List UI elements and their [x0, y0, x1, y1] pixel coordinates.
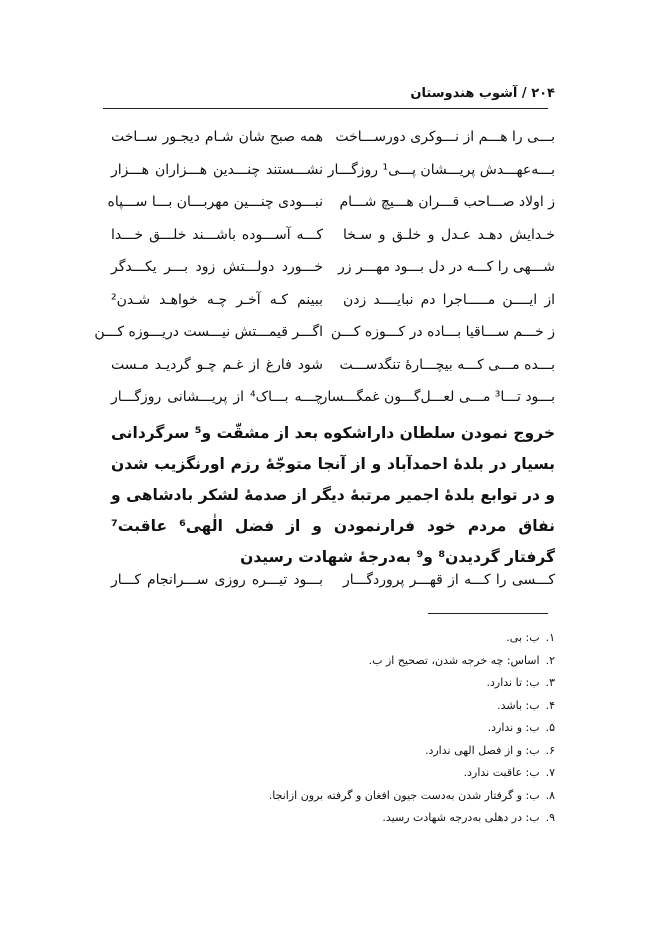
hemistich-left: نشـــستند چنـــدین هـــزاران هـــزار — [111, 161, 323, 178]
hemistich-left: اگـــر قیمـــتش نیـــست دریـــوزه کـــن — [94, 324, 323, 341]
footnote — [111, 650, 555, 673]
footnote-text: ب: و ندارد. — [487, 721, 540, 734]
footnote-number: ۳. — [545, 676, 555, 689]
footnote-text: ب: و گرفتار شدن به‌دست جیون افغان و گرفته برون ازانجا. — [268, 788, 540, 802]
couplet — [111, 219, 555, 252]
footnote-number: ۹. — [545, 811, 555, 824]
hemistich-right: ز اولاد صـــاحب قـــران هـــیچ شـــام — [339, 194, 555, 211]
hemistich-right: بـــی را هـــم از نـــوکری دورســـاخت — [335, 129, 555, 146]
footnote-text: ب: باشد. — [497, 698, 540, 712]
footnote-number: ۲. — [545, 653, 555, 667]
hemistich-left: بـــود تیـــره روزی ســـرانجام کـــار — [111, 572, 323, 588]
footnote-text: ب: و از فصل الهی ندارد. — [424, 743, 540, 757]
couplet — [111, 349, 555, 382]
footnote — [111, 785, 555, 808]
footnote-rule — [428, 613, 548, 614]
section-heading: خروج نمودن سلطان داراشکوه بعد از مشقّت و⁵ سرگردانی بسیار در بلدهٔ احمدآباد و از آنجا متوجّهٔ رزم اورنگزیب شدن و در توابع بلدهٔ اجمیر مرتبهٔ دیگر از صدمهٔ لشکر بادشاهی و نفاق مردم خود فرارنمودن و از فضل الٰهی⁶ عاقبت⁷ گرفتار گردیدن⁸ و⁹ به‌درجهٔ شهادت رسیدن — [111, 424, 555, 566]
hemistich-right: خـدایش دهـد عـدل و خلـق و سـخا — [343, 226, 555, 243]
hemistich-left: کـــه آســـوده باشـــند خلـــق خـــدا — [111, 226, 323, 243]
hemistich-right: ز خـــم ســـاقیا بـــاده در کـــوزه کـــن — [330, 324, 555, 341]
hemistich-left: ببینم کـه آخـر چـه خواهـد شـدن² — [111, 291, 323, 308]
hemistich-right: بـــده مـــی کـــه بیچـــارهٔ تنگدســـت — [339, 356, 555, 373]
hemistich-left: نبـــودی چنـــین مهربـــان بـــا ســـپاه — [107, 194, 323, 211]
couplet — [111, 121, 555, 154]
footnote-text: اساس: چه خرجه شدن، تصحیح از ب. — [368, 653, 540, 667]
footnote-number: ۷. — [545, 766, 555, 779]
final-couplet — [111, 566, 555, 594]
couplet — [111, 381, 555, 414]
footnote-number: ۱. — [545, 631, 555, 644]
footnote-text: ب: عاقبت ندارد. — [463, 766, 540, 779]
hemistich-left: شود فارغ از غـم چـو گردیـد مـست — [111, 356, 323, 373]
footnote-text: ب: تا ندارد. — [486, 676, 540, 689]
footnote-number: ۶. — [545, 743, 555, 757]
hemistich-left: خـــورد دولـــتش زود بـــر یکـــدگر — [111, 259, 323, 276]
hemistich-right: بـــه‌عهـــدش پریـــشان پـــی¹ روزگـــار — [327, 161, 555, 178]
couplet — [111, 251, 555, 284]
footnote — [111, 627, 555, 650]
footnote — [111, 672, 555, 695]
footnote-text: ب: در دهلی به‌درجه شهادت رسید. — [382, 811, 540, 824]
hemistich-right: شـــهی را کـــه در دل بـــود مهـــر زر — [337, 259, 555, 276]
footnote — [111, 740, 555, 763]
couplet — [111, 154, 555, 187]
footnotes — [111, 627, 555, 830]
hemistich-left: همه صبح شان شـام دیجـور ســاخت — [111, 129, 323, 146]
poem-couplets — [94, 121, 555, 414]
couplet — [94, 316, 555, 349]
running-head: ۲۰۴ / آشوب هندوستان — [410, 86, 555, 101]
hemistich-right: از ایــــن مـــــاجرا دم نبایــــد زدن — [343, 291, 555, 308]
footnote — [111, 695, 555, 718]
footnote — [111, 762, 555, 785]
header-rule — [103, 108, 548, 109]
footnote-number: ۴. — [545, 698, 555, 712]
footnote — [111, 807, 555, 830]
hemistich-right: کـــسی را کـــه از قهـــر پروردگـــار — [343, 572, 555, 588]
footnote-number: ۸. — [545, 788, 555, 802]
footnote-text: ب: بی. — [506, 631, 540, 644]
hemistich-left: چـــه بـــاک⁴ از پریـــشانی روزگـــار — [111, 389, 323, 406]
footnote — [111, 717, 555, 740]
footnote-number: ۵. — [545, 721, 555, 734]
couplet — [107, 186, 555, 219]
hemistich-right: بـــود تـــا³ مـــی لعـــل‌گـــون غمگـــسار — [320, 389, 555, 406]
couplet — [111, 284, 555, 317]
